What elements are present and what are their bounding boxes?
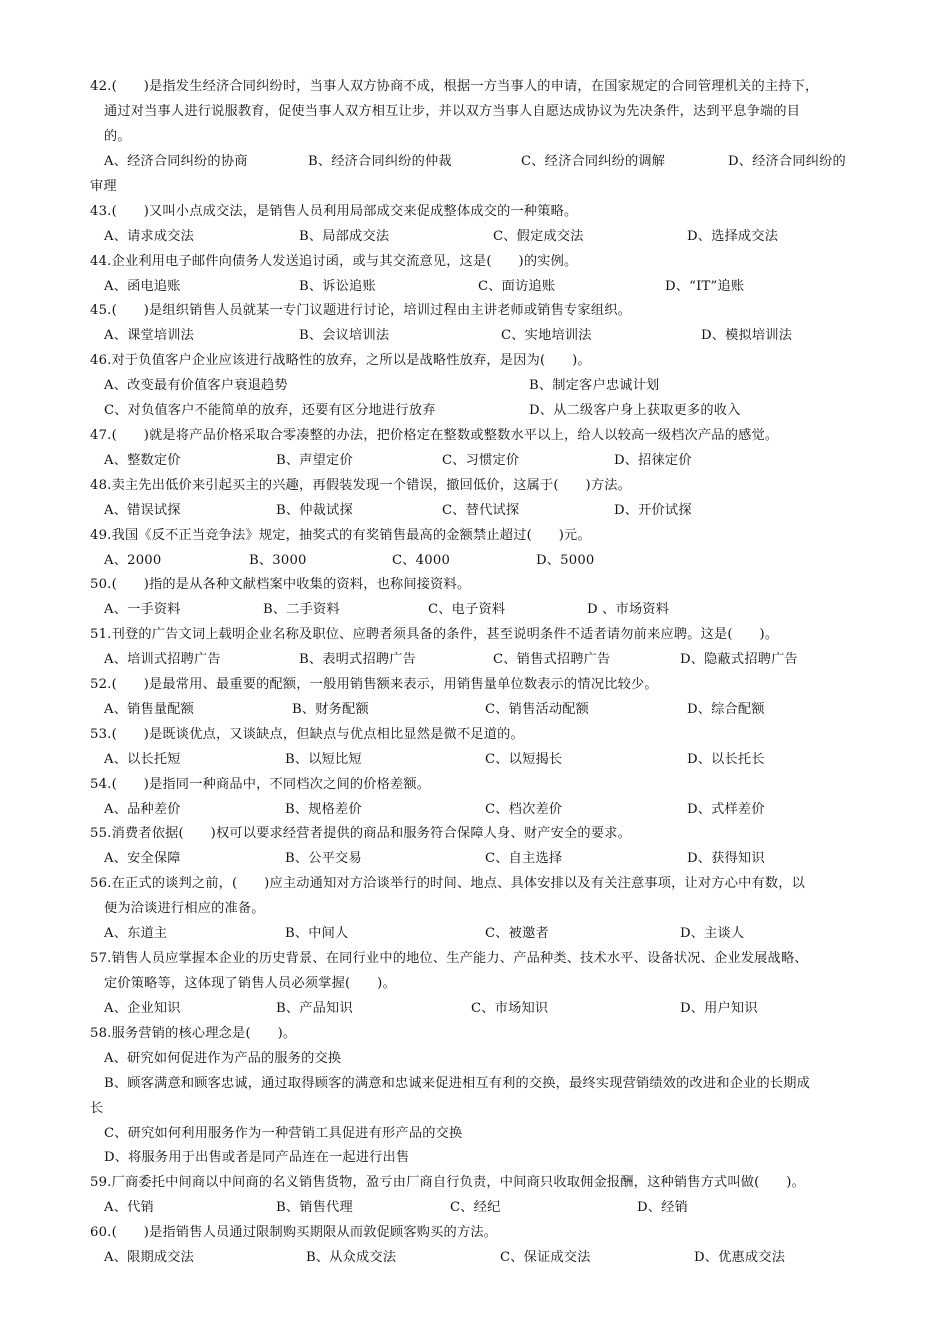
answer-option: C、实地培训法 <box>501 328 592 343</box>
answer-option: C、保证成交法 <box>500 1250 591 1265</box>
answer-option: A、培训式招聘广告 <box>104 652 221 667</box>
answer-option: A、函电追账 <box>104 279 181 294</box>
question-stem-line: 47.( )就是将产品价格采取合零凑整的办法，把价格定在整数或整数水平以上，给人以较高一级档次产品的感觉。 <box>90 428 779 443</box>
answer-option: D、优惠成交法 <box>694 1250 786 1265</box>
answer-option: A、研究如何促进作为产品的服务的交换 <box>104 1051 342 1066</box>
answer-option: C、自主选择 <box>485 851 563 866</box>
answer-option: A、安全保障 <box>104 851 181 866</box>
answer-option: B、财务配额 <box>292 702 369 717</box>
answer-option: C、被邀者 <box>485 926 549 941</box>
answer-option: B、诉讼追账 <box>299 279 376 294</box>
answer-option: A、品种差价 <box>104 802 181 817</box>
answer-option: A、限期成交法 <box>104 1250 195 1265</box>
answer-option: A、以长托短 <box>104 752 181 767</box>
answer-option: D、隐蔽式招聘广告 <box>680 652 798 667</box>
answer-option: B、表明式招聘广告 <box>299 652 416 667</box>
answer-option: D、式样差价 <box>687 802 765 817</box>
answer-option: B、局部成交法 <box>299 229 390 244</box>
question-stem-line: 60.( )是指销售人员通过限制购买期限从而敦促顾客购买的方法。 <box>90 1225 498 1240</box>
answer-option: C、经济合同纠纷的调解 <box>521 154 666 169</box>
answer-option: C、电子资料 <box>428 602 506 617</box>
answer-option: D、“IT”追账 <box>665 279 745 294</box>
answer-option: A、整数定价 <box>104 453 181 468</box>
question-stem-line: 48.卖主先出低价来引起买主的兴趣，再假装发现一个错误，撤回低价，这属于( )方法。 <box>90 478 631 493</box>
question-stem-line: 通过对当事人进行说服教育，促使当事人双方相互让步，并以双方当事人自愿达成协议为先决条件，达到平息争端的目 <box>104 104 801 119</box>
question-stem-line: 59.厂商委托中间商以中间商的名义销售货物，盈亏由厂商自行负责，中间商只收取佣金报酬，这种销售方式叫做( )。 <box>90 1175 806 1190</box>
question-stem-line: 57.销售人员应掌握本企业的历史背景、在同行业中的地位、生产能力、产品种类、技术水平、设备状况、企业发展战略、 <box>90 951 808 966</box>
answer-option: D、经济合同纠纷的 <box>728 154 846 169</box>
question-stem-line: 56.在正式的谈判之前，( )应主动通知对方洽谈举行的时间、地点、具体安排以及有关注意事项，让对方心中有数，以 <box>90 876 806 891</box>
answer-option: B、制定客户忠诚计划 <box>529 378 660 393</box>
answer-option: B、3000 <box>249 553 307 568</box>
answer-option-continuation: 长 <box>90 1101 104 1116</box>
question-stem-line: 55.消费者依据( )权可以要求经营者提供的商品和服务符合保障人身、财产安全的要求。 <box>90 826 631 841</box>
answer-option: A、课堂培训法 <box>104 328 195 343</box>
question-stem-line: 49.我国《反不正当竞争法》规定，抽奖式的有奖销售最高的金额禁止超过( )元。 <box>90 528 591 543</box>
question-stem-line: 便为洽谈进行相应的准备。 <box>104 901 265 916</box>
answer-option: C、销售活动配额 <box>485 702 590 717</box>
question-stem-line: 51.刊登的广告文词上载明企业名称及职位、应聘者须具备的条件，甚至说明条件不适者请勿前来应聘。这是( )。 <box>90 627 779 642</box>
answer-option: D、模拟培训法 <box>701 328 793 343</box>
answer-option: D、选择成交法 <box>687 229 779 244</box>
answer-option: C、替代试探 <box>442 503 520 518</box>
answer-option: D、主谈人 <box>680 926 745 941</box>
answer-option: D、将服务用于出售或者是同产品连在一起进行出售 <box>104 1150 410 1165</box>
answer-option: B、二手资料 <box>263 602 340 617</box>
answer-option: C、研究如何利用服务作为一种营销工具促进有形产品的交换 <box>104 1126 463 1141</box>
answer-option: B、顾客满意和顾客忠诚，通过取得顾客的满意和忠诚来促进相互有利的交换，最终实现营销绩效的改进和企业的长期成 <box>104 1076 811 1091</box>
answer-option: D、以长托长 <box>687 752 765 767</box>
answer-option: C、销售式招聘广告 <box>493 652 611 667</box>
answer-option: D、从二级客户身上获取更多的收入 <box>529 403 741 418</box>
question-stem-line: 54.( )是指同一种商品中，不同档次之间的价格差额。 <box>90 777 431 792</box>
answer-option: C、对负值客户不能简单的放弃，还要有区分地进行放弃 <box>104 403 436 418</box>
answer-option: A、2000 <box>104 553 162 568</box>
answer-option: C、假定成交法 <box>493 229 584 244</box>
answer-option: B、公平交易 <box>285 851 362 866</box>
answer-option: C、档次差价 <box>485 802 563 817</box>
question-stem-line: 53.( )是既谈优点，又谈缺点，但缺点与优点相比显然是微不足道的。 <box>90 727 524 742</box>
answer-option: A、错误试探 <box>104 503 181 518</box>
answer-option: C、市场知识 <box>471 1001 549 1016</box>
question-stem-line: 52.( )是最常用、最重要的配额，一般用销售额来表示，用销售量单位数表示的情况比较少。 <box>90 677 658 692</box>
answer-option: D、用户知识 <box>680 1001 758 1016</box>
answer-option-continuation: 审理 <box>90 179 117 194</box>
question-stem-line: 定价策略等，这体现了销售人员必须掌握( )。 <box>104 976 396 991</box>
question-stem-line: 42.( )是指发生经济合同纠纷时，当事人双方协商不成，根据一方当事人的申请，在国家规定的合同管理机关的主持下， <box>90 79 819 94</box>
answer-option: B、声望定价 <box>276 453 353 468</box>
answer-option: B、规格差价 <box>285 802 362 817</box>
answer-option: B、中间人 <box>285 926 349 941</box>
answer-option: C、经纪 <box>450 1200 501 1215</box>
question-stem-line: 的。 <box>104 129 131 144</box>
answer-option: B、以短比短 <box>285 752 362 767</box>
question-stem-line: 45.( )是组织销售人员就某一专门议题进行讨论，培训过程由主讲老师或销售专家组织。 <box>90 303 631 318</box>
answer-option: A、改变最有价值客户衰退趋势 <box>104 378 288 393</box>
answer-option: B、经济合同纠纷的仲裁 <box>308 154 452 169</box>
answer-option: D 、市场资料 <box>587 602 670 617</box>
answer-option: A、请求成交法 <box>104 229 195 244</box>
question-stem-line: 43.( )又叫小点成交法，是销售人员利用局部成交来促成整体成交的一种策略。 <box>90 204 578 219</box>
answer-option: B、产品知识 <box>276 1001 353 1016</box>
answer-option: C、面访追账 <box>478 279 556 294</box>
question-stem-line: 58.服务营销的核心理念是( )。 <box>90 1026 297 1041</box>
answer-option: A、经济合同纠纷的协商 <box>104 154 248 169</box>
question-stem-line: 46.对于负值客户企业应该进行战略性的放弃，之所以是战略性放弃，是因为( )。 <box>90 353 591 368</box>
answer-option: A、代销 <box>104 1200 154 1215</box>
answer-option: A、销售量配额 <box>104 702 195 717</box>
question-stem-line: 50.( )指的是从各种文献档案中收集的资料，也称间接资料。 <box>90 577 471 592</box>
answer-option: C、4000 <box>392 553 451 568</box>
answer-option: A、企业知识 <box>104 1001 181 1016</box>
answer-option: D、综合配额 <box>687 702 765 717</box>
answer-option: B、从众成交法 <box>306 1250 397 1265</box>
answer-option: B、销售代理 <box>276 1200 353 1215</box>
answer-option: C、习惯定价 <box>442 453 520 468</box>
answer-option: D、开价试探 <box>614 503 692 518</box>
answer-option: D、经销 <box>637 1200 688 1215</box>
answer-option: B、会议培训法 <box>299 328 390 343</box>
answer-option: D、5000 <box>536 553 595 568</box>
answer-option: D、招徕定价 <box>614 453 692 468</box>
question-stem-line: 44.企业利用电子邮件向债务人发送追讨函，或与其交流意见，这是( )的实例。 <box>90 254 578 269</box>
answer-option: A、东道主 <box>104 926 168 941</box>
answer-option: A、一手资料 <box>104 602 181 617</box>
answer-option: D、获得知识 <box>687 851 765 866</box>
answer-option: B、仲裁试探 <box>276 503 353 518</box>
answer-option: C、以短揭长 <box>485 752 563 767</box>
